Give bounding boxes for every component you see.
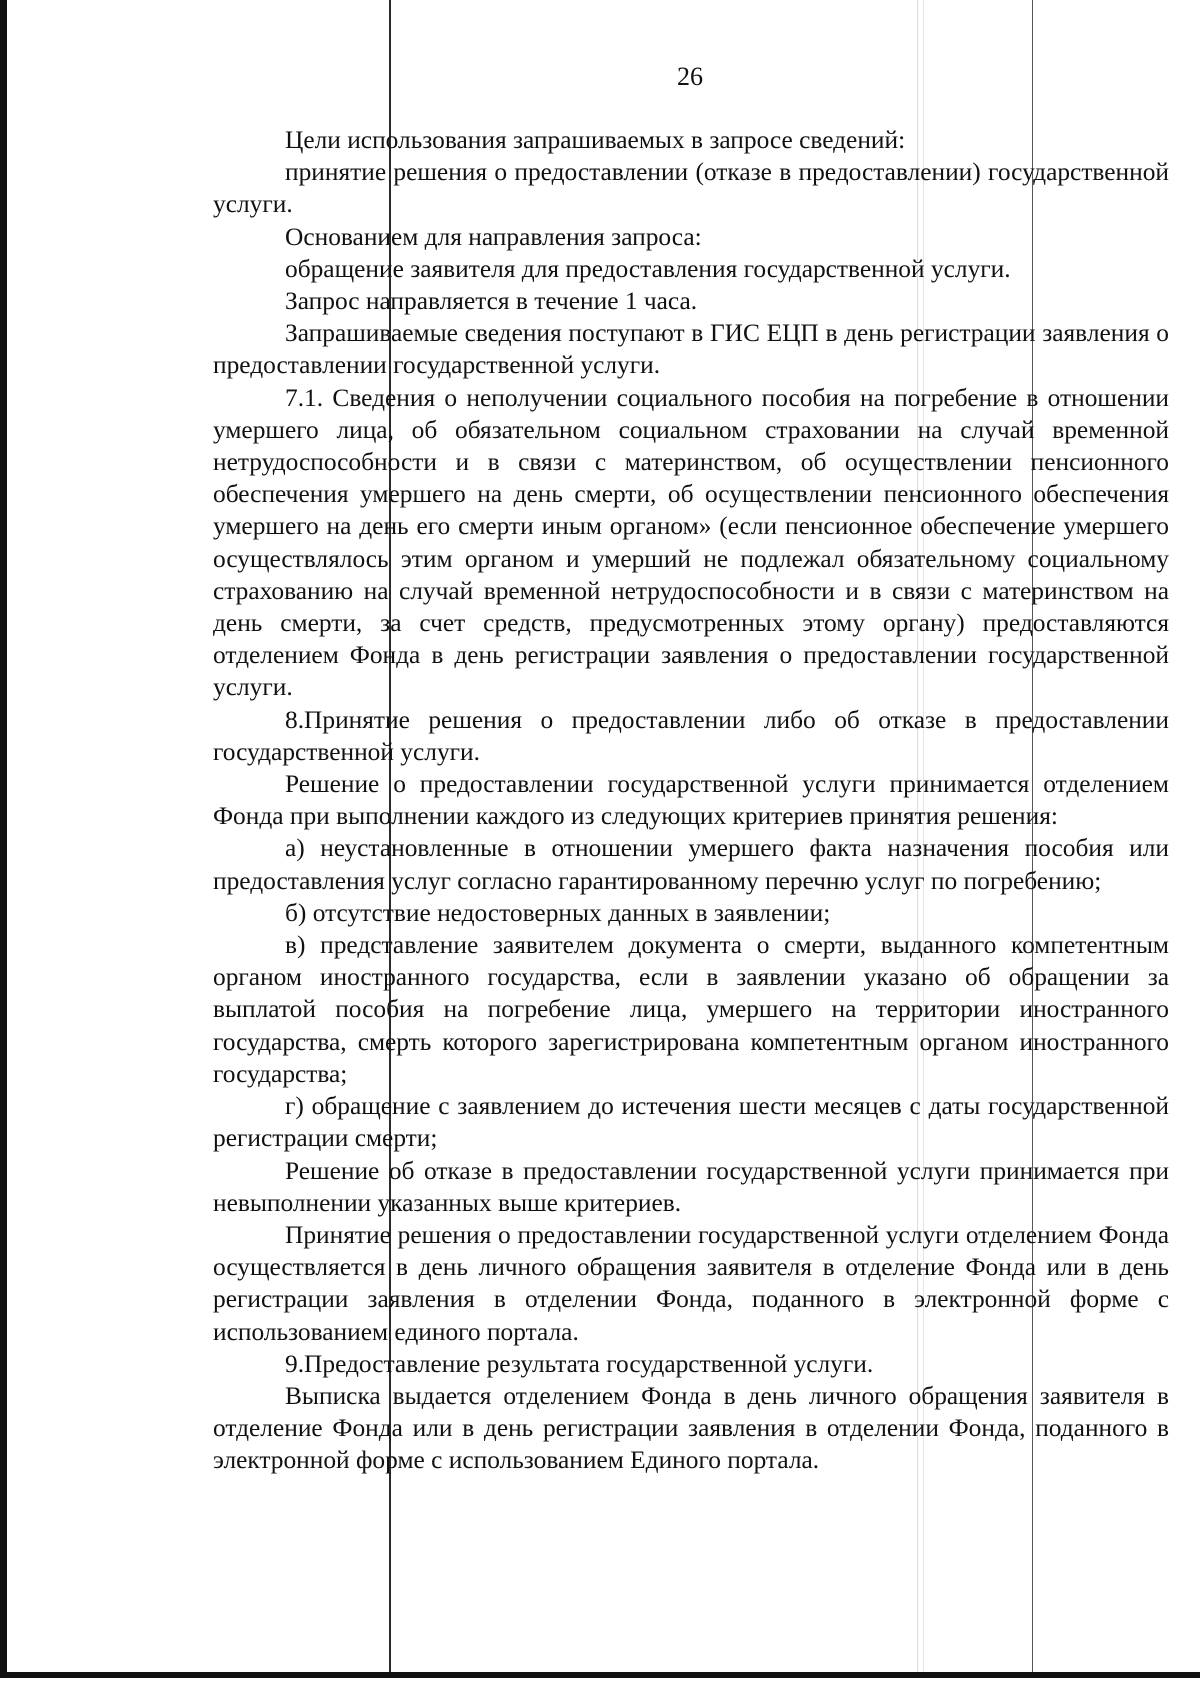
paragraph: обращение заявителя для предоставления государственной услуги. — [285, 254, 1011, 283]
paragraph: 8.Принятие решения о предоставлении либо об отказе в предоставлении государственной услуги. — [213, 705, 1169, 766]
paragraph: Выписка выдается отделением Фонда в день личного обращения заявителя в отделение Фонда или в день регистрации заявления в отделении Фонда, поданного в электронной форме с использованием Единого портала. — [213, 1381, 1169, 1475]
document-body — [213, 124, 1169, 1477]
paragraph: Цели использования запрашиваемых в запросе сведений: — [285, 126, 906, 154]
paragraph: Решение о предоставлении государственной услуги принимается отделением Фонда при выполнении каждого из следующих критериев принятия решения: — [213, 770, 1169, 831]
page-number: 26 — [677, 62, 703, 91]
scan-edge-left — [0, 0, 7, 1675]
paragraph: 9.Предоставление результата государственной услуги. — [285, 1349, 874, 1378]
scan-edge-bottom — [0, 1672, 1200, 1678]
paragraph: Решение об отказе в предоставлении государственной услуги принимается при невыполнении указанных выше критериев. — [213, 1156, 1169, 1217]
paragraph: в) представление заявителем документа о смерти, выданного компетентным органом иностранного государства, если в заявлении указано об обращении за выплатой пособия на погребение лица, умершего на территории иностранного государства, смерть которого зарегистрирована компетентным органом иностранного государства; — [213, 931, 1169, 1088]
paragraph: Запрос направляется в течение 1 часа. — [285, 287, 698, 316]
paragraph: Основанием для направления запроса: — [285, 222, 702, 251]
paragraph: принятие решения о предоставлении (отказе в предоставлении) государственной услуги. — [213, 158, 1169, 219]
paragraph: г) обращение с заявлением до истечения шести месяцев с даты государственной регистрации смерти; — [213, 1092, 1169, 1153]
paragraph: а) неустановленные в отношении умершего факта назначения пособия или предоставления услуг согласно гарантированному перечню услуг по погребению; — [213, 834, 1169, 895]
paragraph: 7.1. Сведения о неполучении социального пособия на погребение в отношении умершего лица, об обязательном социальном страховании на случай временной нетрудоспособности и в связи с материнством, об осуществлении пенсионного обеспечения умершего на день смерти, об осуществлении пенсионного обеспечения умершего на день его смерти иным органом» (если пенсионное обеспечение умершего осуществлялось этим органом и умерший не подлежал обязательному социальному страхованию на случай временной нетрудоспособности и в связи с материнством на день смерти, за счет средств, предусмотренных этому органу) предоставляются отделением Фонда в день регистрации заявления о предоставлении государственной услуги. — [213, 383, 1169, 702]
paragraph: Принятие решения о предоставлении государственной услуги отделением Фонда осуществляется в день личного обращения заявителя в отделение Фонда или в день регистрации заявления в отделении Фонда, поданного в электронной форме с использованием единого портала. — [213, 1220, 1169, 1346]
paragraph: б) отсутствие недостоверных данных в заявлении; — [285, 898, 831, 927]
paragraph: Запрашиваемые сведения поступают в ГИС ЕЦП в день регистрации заявления о предоставлении государственной услуги. — [213, 319, 1169, 380]
